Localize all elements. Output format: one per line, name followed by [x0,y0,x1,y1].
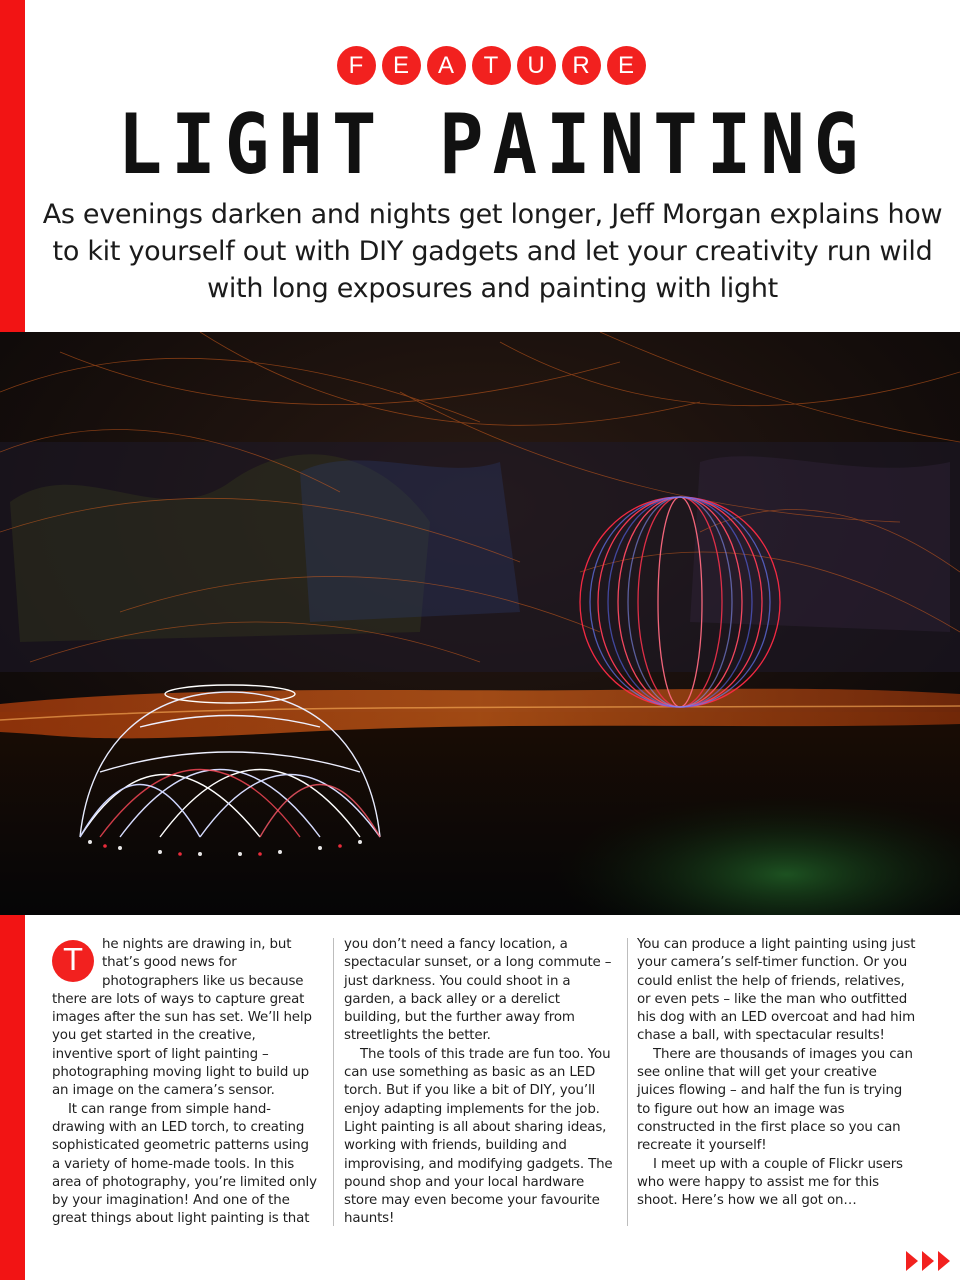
paragraph: he nights are drawing in, but that’s good news for photographers like us because there are lots of ways to capture great images after the sun has set. We’ll help you get started in the creative, inventive sport of light painting – photographing moving light to build up an image on the camera’s sensor. [52,937,312,1099]
hero-photo [0,332,960,915]
kicker-letter: T [472,46,511,85]
article-body [52,936,916,1236]
standfirst: As evenings darken and nights get longer, Jeff Morgan explains how to kit yourself out with DIY gadgets and let your creativity run wild with long exposures and painting with light [42,199,943,304]
kicker-letter: A [427,46,466,85]
kicker-letter: U [517,46,556,85]
triple-chevron-right-icon[interactable] [904,1248,956,1274]
paragraph: It can range from simple hand-drawing with an LED torch, to creating sophisticated geometric patterns using a variety of home-made tools. In this area of photography, you’re limited only by your imagination! And one of the great things about light painting is that [52,1101,317,1227]
article-column-2 [344,936,619,1230]
column-divider [627,938,628,1226]
page-title: LIGHT PAINTING [117,96,868,194]
kicker-letter: F [337,46,376,85]
kicker-letter: E [607,46,646,85]
article-column-1 [52,936,320,1230]
column-divider [333,938,334,1226]
paragraph: The tools of this trade are fun too. You can use something as basic as an LED torch. But if you like a bit of DIY, you’ll enjoy adapting implements for the job. Light painting is all about sharing ideas, working with friends, building and improvising, and modifying gadgets. The pound shop and your local hardware store may even become your favourite haunts! [344,1046,613,1227]
kicker-letter: R [562,46,601,85]
light-painting-illustration [0,332,960,915]
article-column-3 [637,936,917,1230]
section-kicker [0,46,960,85]
paragraph: I meet up with a couple of Flickr users who were happy to assist me for this shoot. Here’s how we all got on… [637,1156,903,1209]
dropcap: T [52,940,94,982]
kicker-letter: E [382,46,421,85]
paragraph: There are thousands of images you can see online that will get your creative juices flowing – and half the fun is trying to figure out how an image was constructed in the first place so you can recreate it yourself! [637,1046,913,1154]
paragraph: you don’t need a fancy location, a spectacular sunset, or a long commute – just darkness. You could shoot in a garden, a back alley or a derelict building, but the further away from streetlights the better. [344,937,612,1044]
paragraph: You can produce a light painting using just your camera’s self-timer function. Or you could enlist the help of friends, relatives, or even pets – like the man who outfitted his dog with an LED overcoat and had him chase a ball, with spectacular results! [637,937,916,1044]
